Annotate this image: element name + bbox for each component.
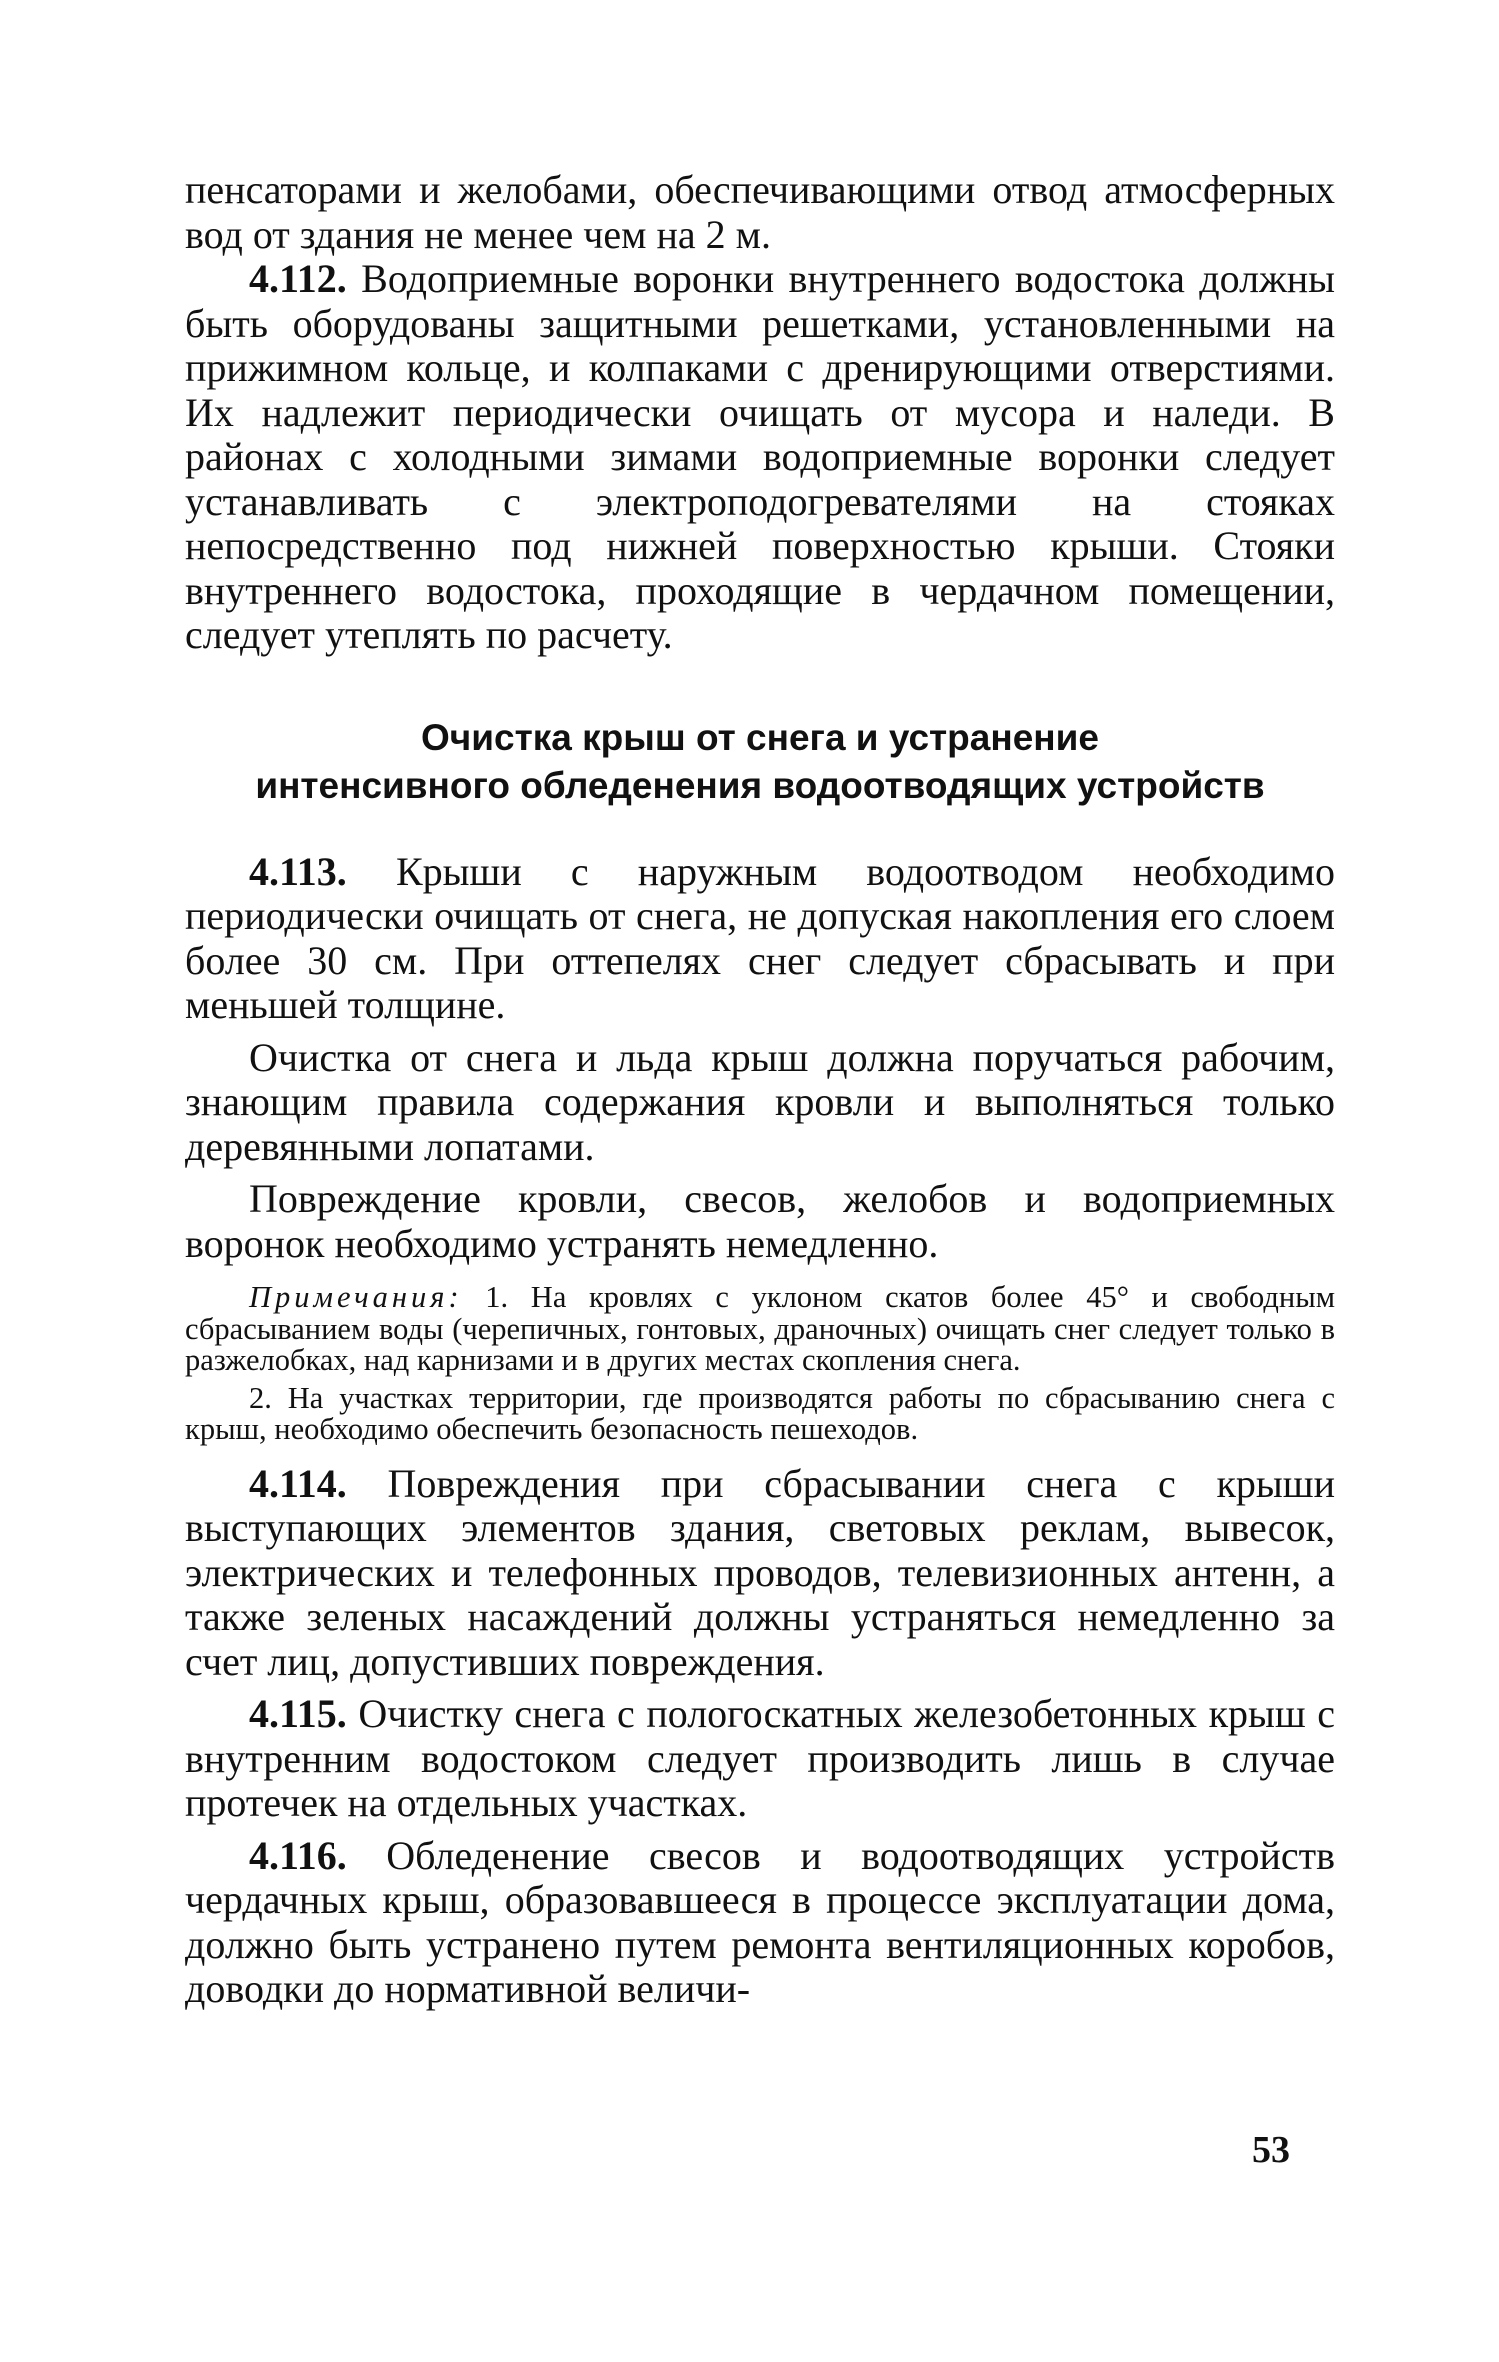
notes-label: Примечания: [249,1280,463,1314]
paragraph-4-113-c: Повреждение кровли, свесов, желобов и водоприемных воронок необходимо устранять немедленно. [185,1176,1335,1266]
paragraph-4-112 [185,257,1335,658]
clause-text: Крыши с наружным водоотводом необходимо периодически очищать от снега, не допуская накопления его слоем более 30 см. При оттепелях снег следует сбрасывать и при меньшей толщине. [185,848,1335,1027]
clause-number: 4.115. [249,1691,347,1736]
section-heading-line-2: интенсивного обледенения водоотводящих устройств [255,764,1265,806]
clause-number: 4.113. [249,848,347,894]
paragraph-4-113 [185,850,1335,1028]
paragraph-4-116 [185,1834,1335,2012]
clause-text: Водоприемные воронки внутреннего водостока должны быть оборудованы защитными решетками, установленными на прижимном кольце, и колпаками с дренирующими отверстиями. Их надлежит периодически очищать от мусора и наледи. В районах с холодными зимами водоприемные воронки следует устанавливать с электроподогревателями на стояках непосредственно под нижней поверхностью крыши. Стояки внутреннего водостока, проходящие в чердачном помещении, следует утеплять по расчету. [185,256,1335,657]
section-heading-line-1: Очистка крыш от снега и устранение [421,716,1099,758]
note-1 [185,1282,1335,1377]
clause-number: 4.116. [249,1832,347,1878]
clause-text: Обледенение свесов и водоотводящих устройств чердачных крыш, образовавшееся в процессе эксплуатации дома, должно быть устранено путем ремонта вентиляционных коробов, доводки до нормативной величи- [185,1832,1335,2011]
note-2: 2. На участках территории, где производятся работы по сбрасыванию снега с крыш, необходимо обеспечить безопасность пешеходов. [185,1380,1335,1446]
page-body [185,168,1335,2012]
paragraph-4-113-b: Очистка от снега и льда крыш должна поручаться рабочим, знающим правила содержания кровли и выполняться только деревянными лопатами. [185,1034,1335,1169]
clause-number: 4.112. [249,256,347,301]
section-heading [185,714,1335,810]
note-1-text: 1. На кровлях с уклоном скатов более 45° и свободным сбрасыванием воды (черепичных, гонтовых, драночных) очищать снег следует только в разжелобках, над карнизами и в других местах скопления снега. [185,1280,1335,1377]
page-number: 53 [1252,2129,1290,2171]
clause-text: Повреждения при сбрасывании снега с крыши выступающих элементов здания, световых реклам, вывесок, электрических и телефонных проводов, телевизионных антенн, а также зеленых насаждений должны устраняться немедленно за счет лиц, допустивших повреждения. [185,1460,1335,1684]
paragraph-4-115 [185,1692,1335,1826]
clause-number: 4.114. [249,1460,347,1506]
paragraph-continuation: пенсаторами и желобами, обеспечивающими отвод атмосферных вод от здания не менее чем на 2 м. [185,167,1335,257]
clause-text: Очистку снега с пологоскатных железобетонных крыш с внутренним водостоком следует производить лишь в случае протечек на отдельных участках. [185,1691,1335,1825]
paragraph-4-114 [185,1462,1335,1685]
